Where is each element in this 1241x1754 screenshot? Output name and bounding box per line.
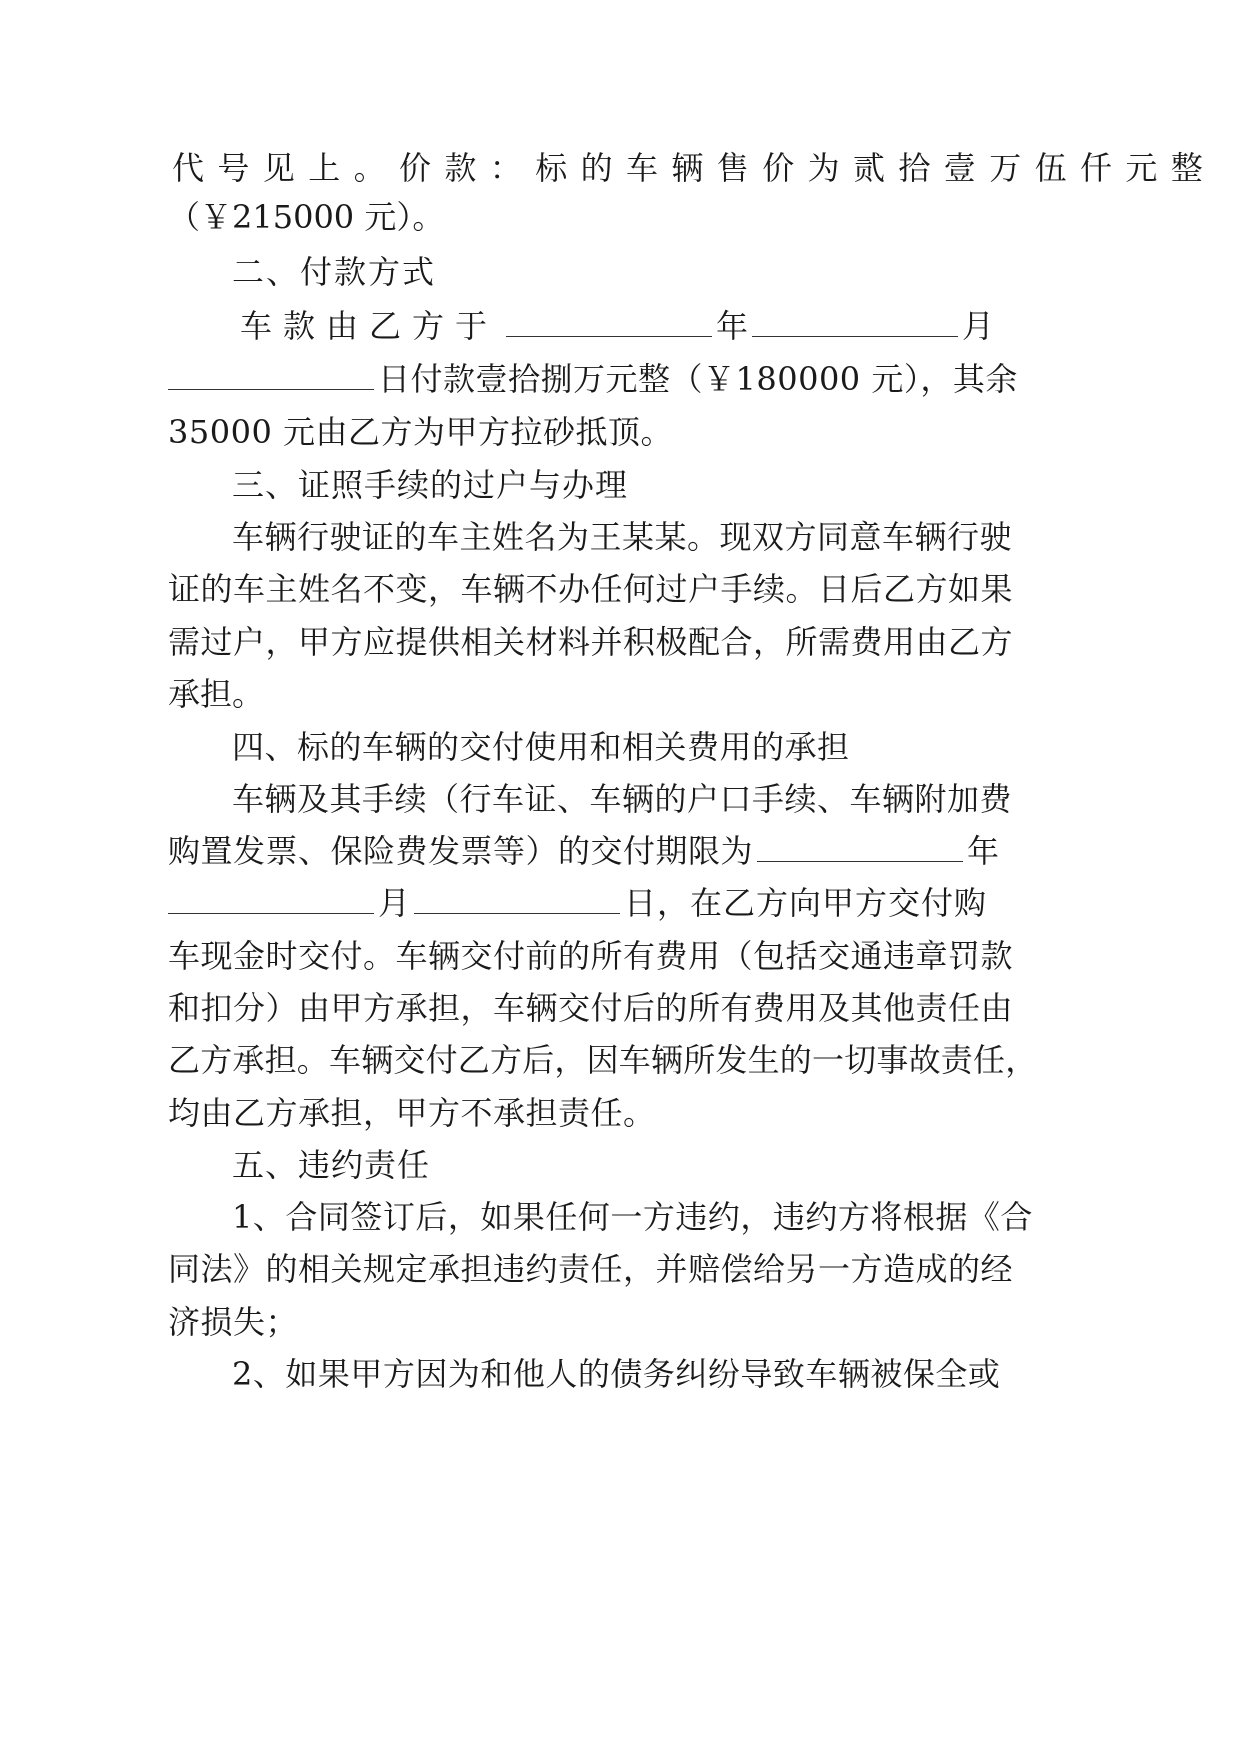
section-heading (232, 465, 628, 505)
paragraph-line (168, 1093, 656, 1133)
text-line: 需过户，甲方应提供相关材料并积极配合，所需费用由乙方 (168, 623, 1014, 661)
text-line: 同法》的相关规定承担违约责任，并赔偿给另一方造成的经 (168, 1250, 1014, 1288)
text-line: 济损失； (168, 1303, 299, 1341)
month-label: 月 (378, 884, 411, 922)
paragraph-line (168, 1302, 298, 1342)
paragraph-line (168, 569, 1014, 609)
month-label: 月 (962, 307, 995, 345)
paragraph-line (168, 883, 987, 923)
paragraph-line (168, 988, 1014, 1028)
text-line: 代号见上。价款：标的车辆售价为贰拾壹万伍仟元整 (172, 149, 1217, 187)
text-line: 车款由乙方于 (240, 307, 499, 345)
paragraph-line (168, 412, 673, 452)
paragraph-line (168, 1040, 1038, 1080)
month-blank[interactable] (752, 306, 958, 337)
paragraph-line (232, 1197, 1033, 1237)
heading-text: 四、标的车辆的交付使用和相关费用的承担 (232, 728, 850, 766)
deadline-day-blank[interactable] (414, 883, 620, 914)
year-blank[interactable] (506, 306, 712, 337)
heading-text: 三、证照手续的过户与办理 (232, 466, 629, 504)
deadline-year-blank[interactable] (757, 831, 963, 862)
text-line: 1、合同签订后，如果任何一方违约，违约方将根据《合 (232, 1198, 1033, 1236)
paragraph-line (232, 517, 1013, 557)
paragraph-line (168, 674, 264, 714)
text-line: 日，在乙方向甲方交付购 (624, 884, 988, 922)
text-line: 2、如果甲方因为和他人的债务纠纷导致车辆被保全或 (232, 1355, 1001, 1393)
text-line: 车辆及其手续（行车证、车辆的户口手续、车辆附加费 (232, 780, 1013, 818)
text-line: 车辆行驶证的车主姓名为王某某。现双方同意车辆行驶 (232, 518, 1013, 556)
text-line: 日付款壹拾捌万元整（￥180000 元），其余 (378, 360, 1018, 398)
text-line: 35000 元由乙方为甲方拉砂抵顶。 (168, 413, 673, 451)
section-heading (232, 1145, 430, 1185)
text-line: 证的车主姓名不变，车辆不办任何过户手续。日后乙方如果 (168, 570, 1014, 608)
paragraph-line (168, 622, 1014, 662)
section-heading (232, 252, 436, 292)
paragraph-line (168, 936, 1014, 976)
paragraph-line (232, 1354, 1001, 1394)
heading-text: 五、违约责任 (232, 1146, 431, 1184)
text-line: 乙方承担。车辆交付乙方后，因车辆所发生的一切事故责任， (168, 1041, 1038, 1079)
text-line: 和扣分）由甲方承担，车辆交付后的所有费用及其他责任由 (168, 989, 1014, 1027)
paragraph-line (232, 779, 1013, 819)
paragraph-line (168, 359, 1018, 399)
text-line: 购置发票、保险费发票等）的交付期限为 (168, 832, 754, 870)
deadline-month-blank[interactable] (168, 883, 374, 914)
text-line: （￥215000 元）。 (168, 198, 445, 236)
paragraph-line (168, 831, 999, 871)
text-line: 承担。 (168, 675, 265, 713)
year-label: 年 (967, 832, 1000, 870)
day-blank[interactable] (168, 359, 374, 390)
paragraph-line (168, 197, 444, 237)
text-line: 均由乙方承担，甲方不承担责任。 (168, 1094, 656, 1132)
section-heading (232, 727, 850, 767)
paragraph-line (172, 148, 1217, 188)
year-label: 年 (716, 307, 749, 345)
paragraph-line (168, 1249, 1014, 1289)
paragraph-line (240, 306, 995, 346)
heading-text: 二、付款方式 (232, 253, 437, 291)
text-line: 车现金时交付。车辆交付前的所有费用（包括交通违章罚款 (168, 937, 1014, 975)
